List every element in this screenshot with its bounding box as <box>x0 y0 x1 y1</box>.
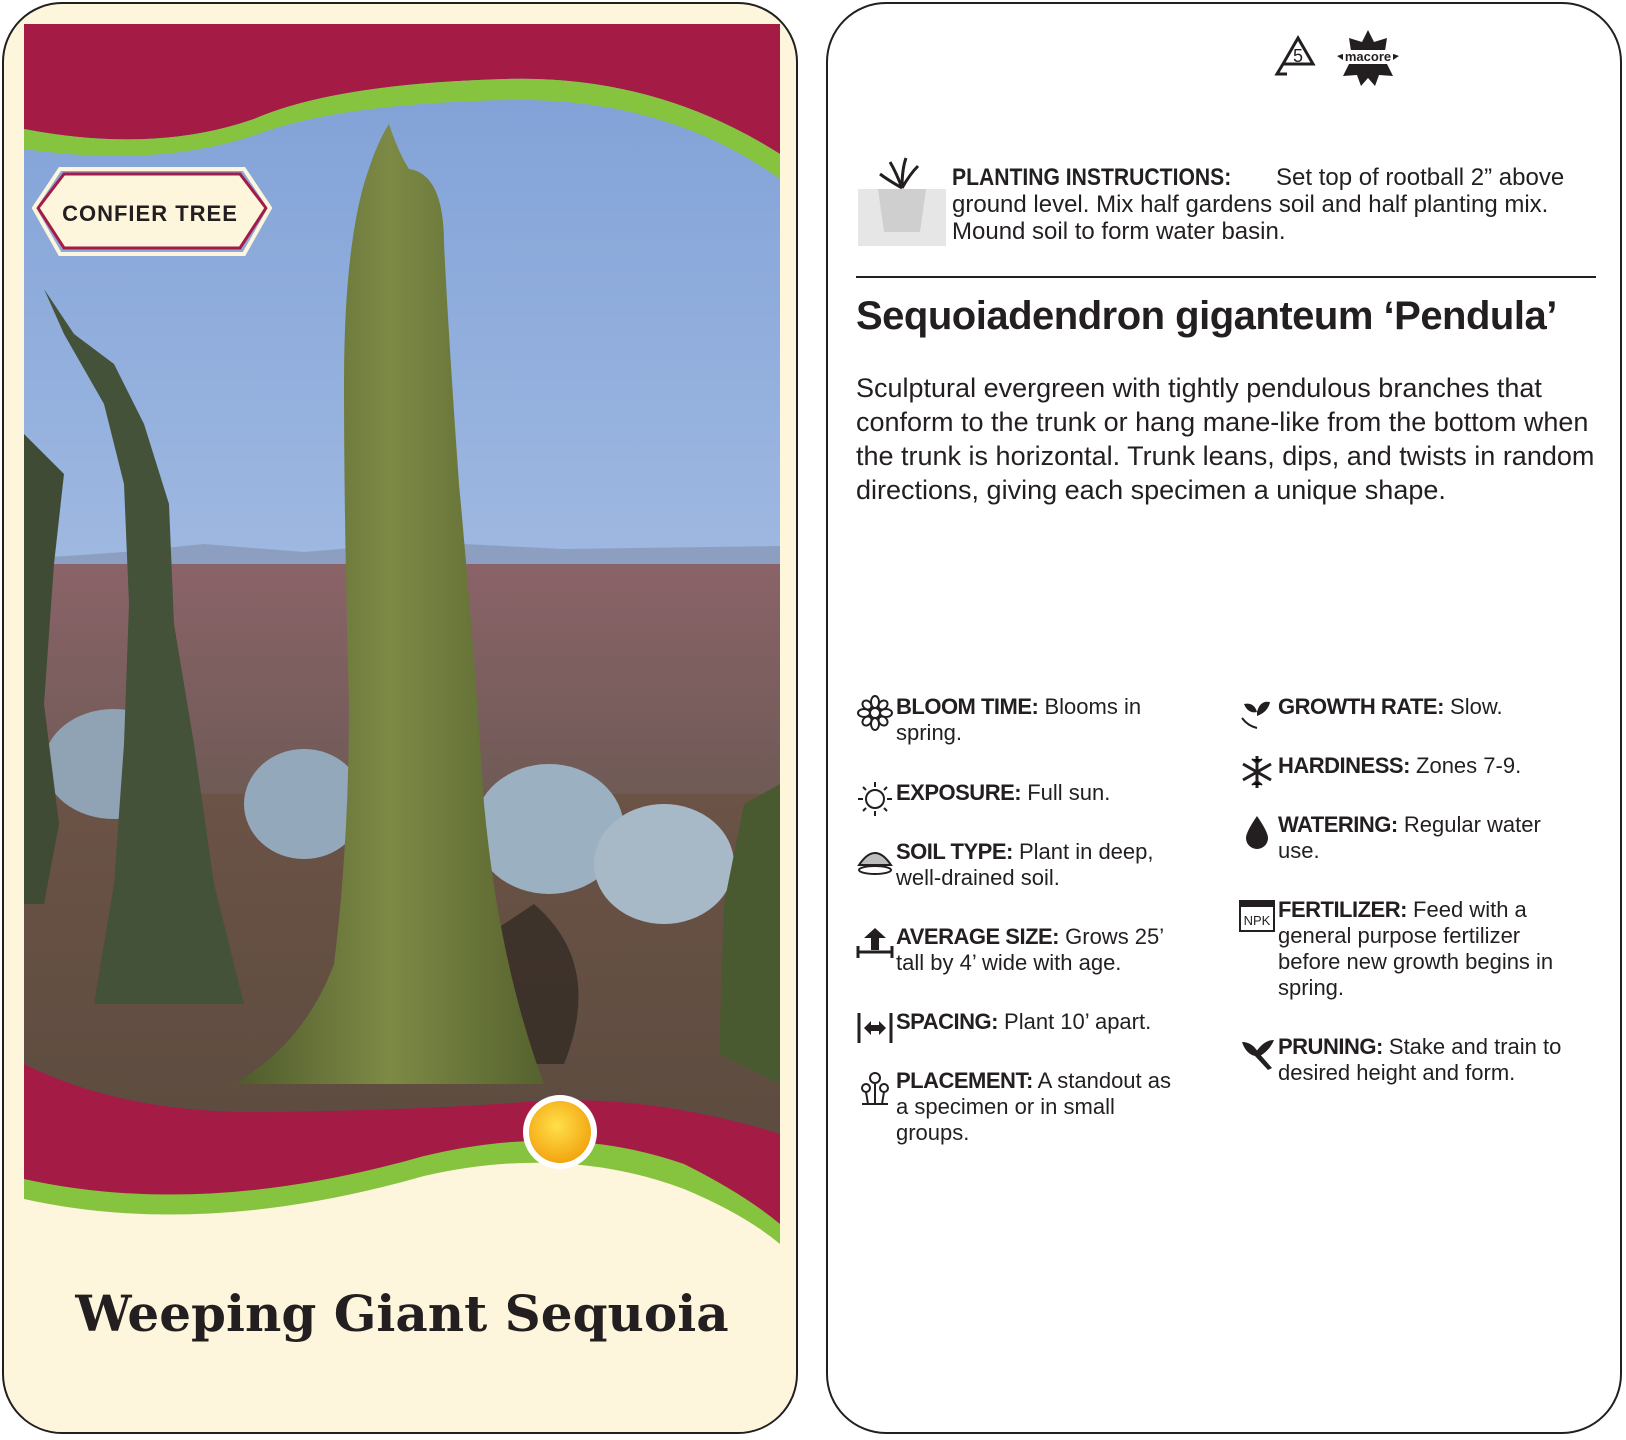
planting-label: PLANTING INSTRUCTIONS: <box>952 164 1232 191</box>
hardiness-value: Zones 7-9. <box>1409 753 1522 778</box>
exposure-value: Full sun. <box>1021 780 1111 805</box>
npk-icon <box>1238 897 1276 935</box>
soil-label: SOIL TYPE: <box>896 839 1013 864</box>
watering-value: Regular water use. <box>1278 812 1541 863</box>
botanical-name: Sequoiadendron giganteum ‘Pendula’ <box>856 294 1557 338</box>
growth-label: GROWTH RATE: <box>1278 694 1444 719</box>
size-value: Grows 25’ tall by 4’ wide with age. <box>896 924 1164 975</box>
spacing-icon <box>856 1009 894 1047</box>
spacing-label: SPACING: <box>896 1009 998 1034</box>
planting-instructions <box>952 164 1592 245</box>
plant-description: Sculptural evergreen with tightly pendulous branches that conform to the trunk or hang mane-like from the bottom when the trunk is horizontal. Trunk leans, dips, and twists in random directions, giving each specimen a unique shape. <box>856 373 1595 505</box>
bloom-label: BLOOM TIME: <box>896 694 1039 719</box>
potted-plant-icon <box>858 154 946 246</box>
plant-tag-front <box>2 2 798 1434</box>
recycle-icon <box>1273 32 1323 82</box>
placement-value: A standout as a specimen or in small groups. <box>896 1068 1172 1145</box>
divider <box>856 276 1596 278</box>
recycle-number: 5 <box>1292 46 1304 66</box>
planting-text: Set top of rootball 2” above ground level. Mix half gardens soil and half planting mix. Mound soil to form water basin. <box>952 164 1565 245</box>
seedling-icon <box>1238 694 1276 732</box>
pruners-icon <box>1238 1034 1276 1072</box>
bloom-value: Blooms in spring. <box>896 694 1142 745</box>
fertilizer-label: FERTILIZER: <box>1278 897 1407 922</box>
growth-value: Slow. <box>1443 694 1503 719</box>
snowflake-icon <box>1238 753 1276 791</box>
placement-label: PLACEMENT: <box>896 1068 1033 1093</box>
category-badge: CONFIER TREE <box>62 201 238 226</box>
fertilizer-value: Feed with a general purpose fertilizer before new growth begins in spring. <box>1278 897 1554 1000</box>
flower-icon <box>856 694 894 732</box>
soil-icon <box>856 839 894 877</box>
soil-value: Plant in deep, well-drained soil. <box>896 839 1154 890</box>
macore-logo-icon <box>1333 28 1403 88</box>
size-label: AVERAGE SIZE: <box>896 924 1060 949</box>
exposure-label: EXPOSURE: <box>896 780 1022 805</box>
brand-name: macore <box>1344 49 1392 64</box>
hardiness-label: HARDINESS: <box>1278 753 1410 778</box>
pruning-value: Stake and train to desired height and form. <box>1278 1034 1562 1085</box>
placement-icon <box>856 1068 894 1106</box>
height-icon <box>856 924 894 962</box>
watering-label: WATERING: <box>1278 812 1398 837</box>
water-drop-icon <box>1238 812 1276 850</box>
plant-tag-back <box>826 2 1622 1434</box>
pruning-label: PRUNING: <box>1278 1034 1383 1059</box>
full-sun-icon <box>520 1092 600 1172</box>
npk-label: NPK <box>1243 913 1271 928</box>
spacing-value: Plant 10’ apart. <box>997 1009 1152 1034</box>
sun-icon <box>856 780 894 818</box>
common-name: Weeping Giant Sequoia <box>75 1284 729 1343</box>
